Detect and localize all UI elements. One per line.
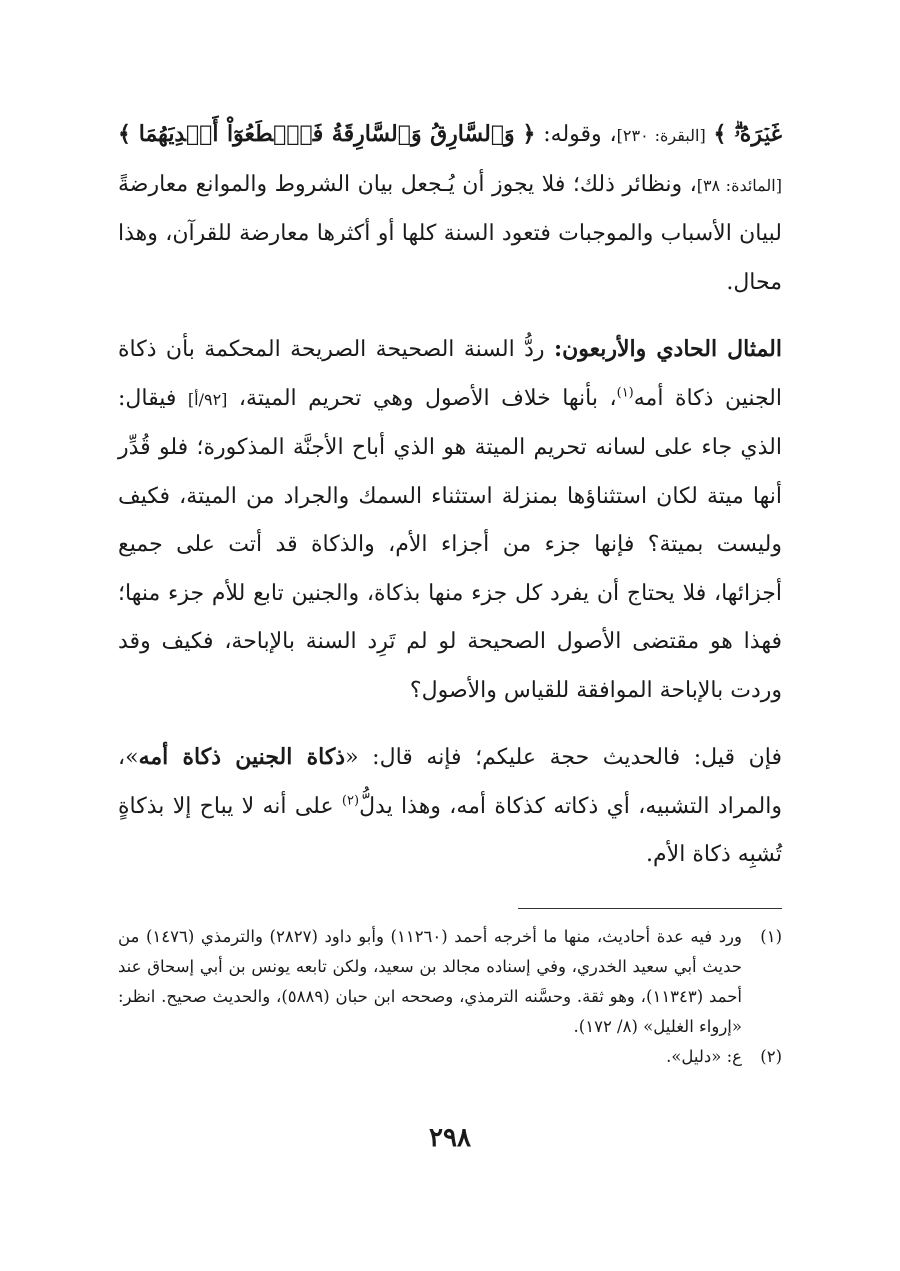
footnote-marker-1[interactable]: (١) bbox=[616, 385, 634, 401]
footnote-1 bbox=[118, 922, 782, 1042]
quran-open-bracket: ﴿ bbox=[522, 121, 536, 147]
paragraph-text: فيقال: الذي جاء على لسانه تحريم الميتة هو الذي أباح الأجنَّة المذكورة؛ فلو قُدِّر أنها ميتة لكان استثناؤها بمنزلة استثناء السمك والجراد من الميتة، فكيف وليست بميتة؟ فإنها جزء من أجزاء الأم، والذكاة قد أتت على جميع أجزائها، فلا يحتاج أن يفرد كل جزء منها بذكاة، والجنين تابع للأم جزء منها؛ فهذا هو مقتضى الأصول الصحيحة لو لم تَرِد السنة بالإباحة، فكيف وقد وردت بالإباحة الموافقة للقياس والأصول؟ bbox=[118, 385, 783, 703]
paragraph-text: ، ونظائر ذلك؛ فلا يجوز أن يُـجعل بيان الشروط والموانع معارضةً لبيان الأسباب والموجبات فتعود السنة كلها أو أكثرها معارضة للقرآن، وهذا محال. bbox=[118, 171, 782, 295]
quran-close-bracket: ﴾ bbox=[118, 121, 131, 147]
book-page bbox=[118, 110, 782, 1210]
paragraph-2 bbox=[118, 325, 782, 715]
manuscript-reference: [٩٢/أ] bbox=[187, 389, 228, 409]
footnote-number: (٢) bbox=[760, 1047, 782, 1066]
quran-verse: وَٱلسَّارِقُ وَٱلسَّارِقَةُ فَٱقۡطَعُوٓاْ أَيۡدِيَهُمَا bbox=[138, 121, 515, 147]
section-heading: المثال الحادي والأربعون: bbox=[553, 336, 782, 362]
quran-verse-end: غَيۡرَهُۥۗ bbox=[734, 121, 783, 147]
paragraph-text: على أنه لا يباح إلا بذكاةٍ تُشبِه ذكاة الأم. bbox=[118, 793, 782, 867]
page-number: ٢٩٨ bbox=[429, 1123, 471, 1153]
footnote-text: ورد فيه عدة أحاديث، منها ما أخرجه أحمد (١١٢٦٠) وأبو داود (٢٨٢٧) والترمذي (١٤٧٦) من حديث أبي سعيد الخدري، وفي إسناده مجالد بن سعيد، ولكن تابعه يونس بن أبي إسحاق عند أحمد (١١٣٤٣)، وهو ثقة. وحسَّنه الترمذي، وصححه ابن حبان (٥٨٨٩)، والحديث صحيح. انظر: «إرواء الغليل» (٨/ ١٧٢). bbox=[118, 927, 742, 1036]
connector-text: ، وقوله: bbox=[535, 122, 617, 147]
footnote-text: ع: «دليل». bbox=[666, 1047, 742, 1066]
paragraph-text: ردُّ السنة الصحيحة الصريحة المحكمة بأن ذكاة الجنين ذكاة أمه bbox=[118, 337, 782, 411]
paragraph-text: فإن قيل: فالحديث حجة عليكم؛ فإنه قال: « bbox=[345, 745, 782, 770]
verse-reference: [المائدة: ٣٨] bbox=[696, 175, 782, 195]
footnote-separator bbox=[518, 908, 782, 909]
quran-close-bracket: ﴾ bbox=[713, 121, 727, 147]
verse-reference: [البقرة: ٢٣٠] bbox=[616, 126, 706, 145]
paragraph-1 bbox=[118, 110, 782, 307]
footnote-2 bbox=[118, 1042, 782, 1072]
footnote-marker-2[interactable]: (٢) bbox=[341, 793, 360, 809]
footnotes bbox=[118, 922, 782, 1072]
hadith-quote: ذكاة الجنين ذكاة أمه bbox=[138, 744, 346, 770]
paragraph-3 bbox=[118, 733, 782, 880]
main-text bbox=[118, 110, 782, 880]
paragraph-text: ، بأنها خلاف الأصول وهي تحريم الميتة، bbox=[227, 385, 617, 411]
footnote-number: (١) bbox=[760, 927, 782, 946]
paragraph-text: »، والمراد التشبيه، أي ذكاته كذكاة أمه، وهذا يدلُّ bbox=[118, 745, 783, 819]
